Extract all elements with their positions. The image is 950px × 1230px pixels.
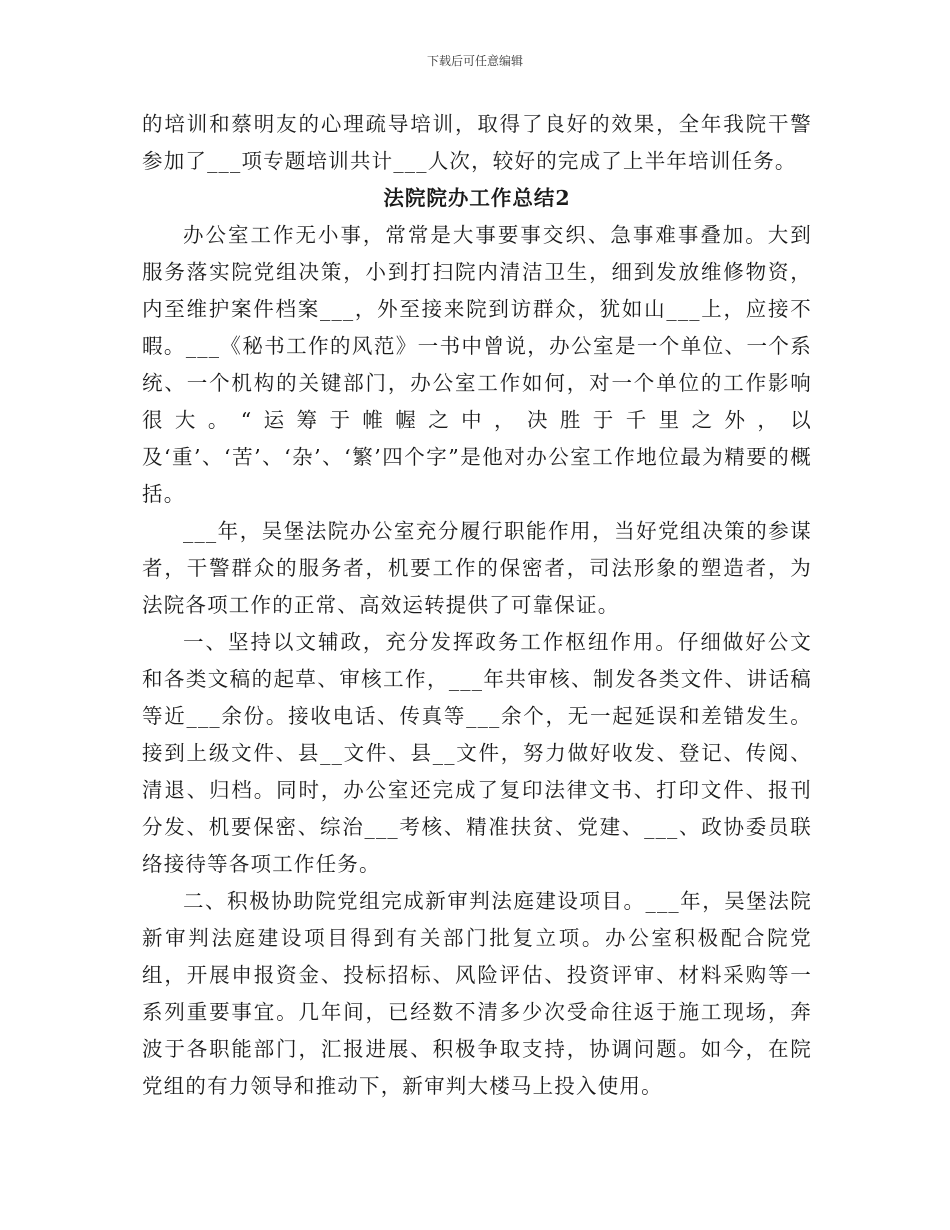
paragraph-court-construction: 二、积极协助院党组完成新审判法庭建设项目。___年，吴堡法院新审判法庭建设项目得到有关部门批复立项。办公室积极配合院党组，开展申报资金、投标招标、风险评估、投资评审、材料采购等一系列重要事宜。几年间，已经数不清多少次受命往返于施工现场，奔波于各职能部门，汇报进展、积极争取支持，协调问题。如今，在院党组的有力领导和推动下，新审判大楼马上投入使用。 <box>142 889 812 1098</box>
paragraph-document-work: 一、坚持以文辅政，充分发挥政务工作枢纽作用。仔细做好公文和各类文稿的起草、审核工作，___年共审核、制发各类文件、讲话稿等近___余份。接收电话、传真等___余个，无一起延误和差错发生。接到上级文件、县__文件、县__文件，努力做好收发、登记、传阅、清退、归档。同时，办公室还完成了复印法律文书、打印文件、报刊分发、机要保密、综治___考核、精准扶贫、党建、___、政协委员联络接待等各项工作任务。 <box>142 630 812 876</box>
document-body <box>142 106 812 1105</box>
section-title: 法院院办工作总结2 <box>383 186 571 210</box>
paragraph-office-overview: 办公室工作无小事，常常是大事要事交织、急事难事叠加。大到服务落实院党组决策，小到打扫院内清洁卫生，细到发放维修物资，内至维护案件档案___，外至接来院到访群众，犹如山___上，应接不暇。___《秘书工作的风范》一书中曾说，办公室是一个单位、一个系统、一个机构的关键部门，办公室工作如何，对一个单位的工作影响很大。“运筹于帷幄之中，决胜于千里之外，以及‘重’、‘苦’、‘杂’、‘繁’四个字”是他对办公室工作地位最为精要的概括。 <box>142 223 812 506</box>
page-header-note: 下载后可任意编辑 <box>426 54 523 68</box>
intro-paragraph: 的培训和蔡明友的心理疏导培训，取得了良好的效果，全年我院干警参加了___项专题培训共计___人次，较好的完成了上半年培训任务。 <box>142 112 812 173</box>
paragraph-annual-role: ___年，吴堡法院办公室充分履行职能作用，当好党组决策的参谋者，干警群众的服务者，机要工作的保密者，司法形象的塑造者，为法院各项工作的正常、高效运转提供了可靠保证。 <box>142 519 812 617</box>
